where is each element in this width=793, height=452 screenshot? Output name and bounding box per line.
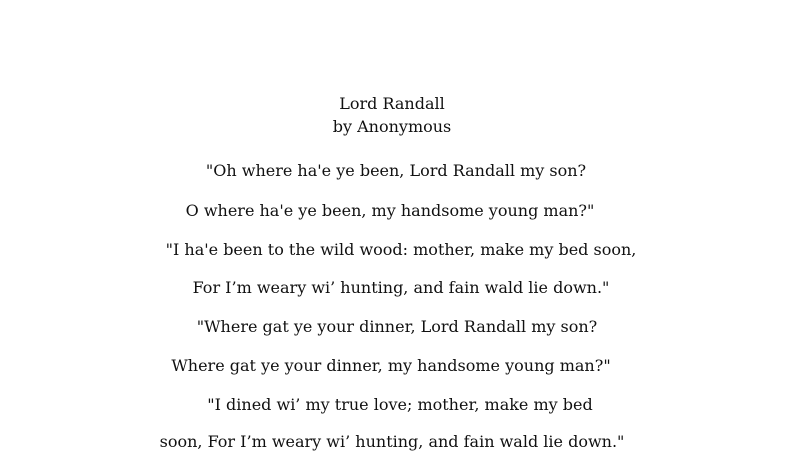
verse-line: O where ha'e ye been, my handsome young man?" [185, 201, 595, 220]
poem-byline: by Anonymous [332, 117, 452, 136]
verse-line: "Where gat ye your dinner, Lord Randall my son? [196, 317, 598, 336]
verse-line: "Oh where ha'e ye been, Lord Randall my son? [205, 161, 587, 180]
verse-line: "I dined wi’ my true love; mother, make my bed [207, 395, 593, 414]
verse-line: Where gat ye your dinner, my handsome young man?" [171, 356, 611, 375]
verse-line: soon, For I’m weary wi’ hunting, and fain wald lie down." [159, 432, 625, 451]
poem-title: Lord Randall [339, 94, 445, 113]
verse-line: "I ha'e been to the wild wood: mother, make my bed soon, [165, 240, 637, 259]
verse-line: For I’m weary wi’ hunting, and fain wald lie down." [192, 278, 610, 297]
